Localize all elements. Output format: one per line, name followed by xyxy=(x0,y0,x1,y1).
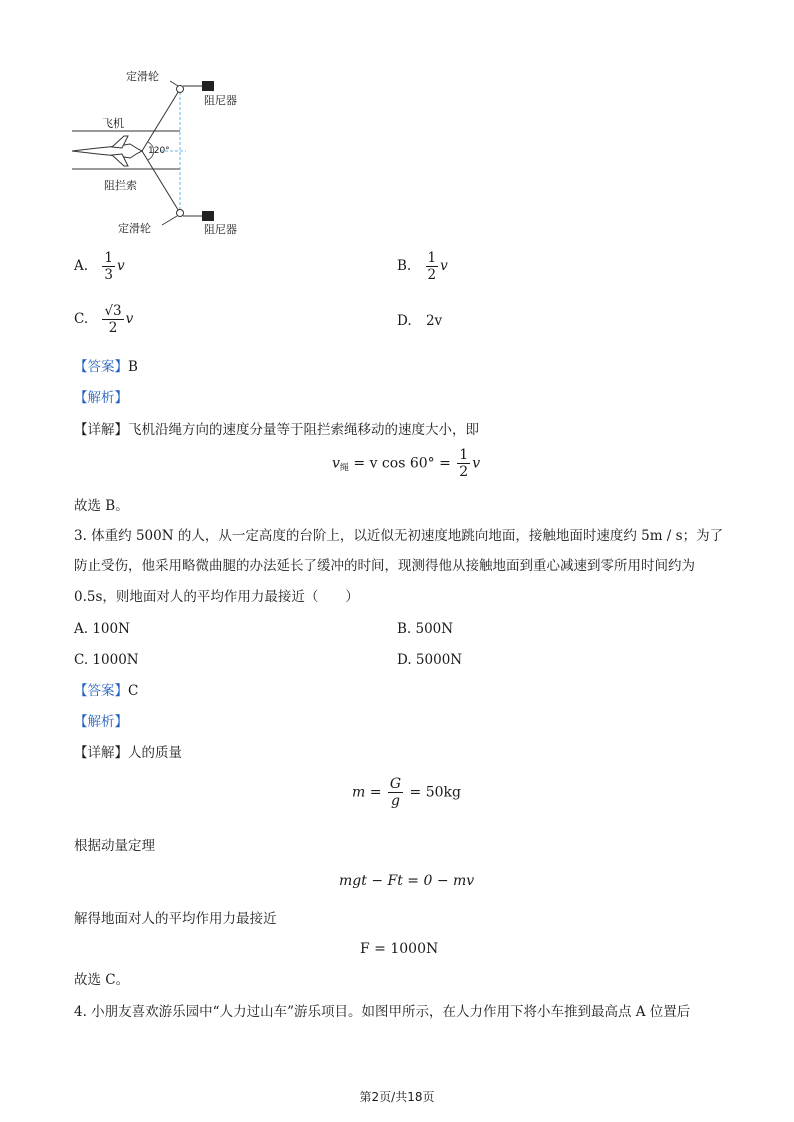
q3-stem-line2: 防止受伤，他采用略微曲腿的办法延长了缓冲的时间，现测得他从接触地面到重心减速到零所用时间约为 xyxy=(74,558,695,574)
q2-detail xyxy=(74,421,479,439)
fraction xyxy=(102,250,115,283)
formula-right: = 50kg xyxy=(405,784,461,801)
q3-formula-momentum: mgt − Ft = 0 − mv xyxy=(339,873,475,889)
frac-num: 1 xyxy=(427,250,437,266)
pulley-bottom xyxy=(177,210,184,217)
q3-option-b: B. 500N xyxy=(397,621,454,637)
q2-formula xyxy=(332,447,480,480)
var: v xyxy=(440,258,448,274)
q2-option-d xyxy=(397,312,442,330)
answer-value: B xyxy=(128,359,138,375)
pulley-top xyxy=(177,86,184,93)
var: v xyxy=(116,258,125,274)
formula-sub: 绳 xyxy=(339,463,349,474)
label-cable: 阻拦索 xyxy=(104,179,137,192)
damper-top xyxy=(202,81,214,91)
formula-mid: = v cos 60° = xyxy=(348,455,456,472)
q3-analysis-tag xyxy=(74,713,128,731)
q2-option-a xyxy=(74,250,125,283)
fraction xyxy=(457,447,470,480)
aircraft-arrest-diagram xyxy=(68,72,248,242)
frac-num: 1 xyxy=(459,447,469,463)
q3-detail xyxy=(74,744,182,762)
detail-tag: 【详解】 xyxy=(74,422,128,438)
q2-conclusion: 故选 B。 xyxy=(74,498,129,514)
answer-value: C xyxy=(128,683,139,699)
leader-pulley-bottom xyxy=(162,216,177,225)
q2-option-c xyxy=(74,303,133,336)
frac-num: 1 xyxy=(104,250,113,266)
q3-formula-force: F = 1000N xyxy=(360,941,439,957)
var: v xyxy=(125,311,134,327)
q3-option-a: A. 100N xyxy=(74,621,130,637)
damper-bottom xyxy=(202,211,214,221)
label-pulley-bottom: 定滑轮 xyxy=(118,222,151,235)
frac-den: 2 xyxy=(108,320,118,336)
q3-stem-line3: 0.5s，则地面对人的平均作用力最接近（ ） xyxy=(74,589,359,605)
frac-num: √3 xyxy=(104,303,122,319)
formula-var: v xyxy=(472,455,481,472)
answer-tag: 【答案】 xyxy=(74,683,128,699)
cable-lower xyxy=(142,151,180,213)
q3-formula-mass xyxy=(352,776,461,809)
page-footer: 第2页/共18页 xyxy=(359,1090,435,1104)
analysis-tag: 【解析】 xyxy=(74,390,128,406)
frac-den: g xyxy=(391,793,400,809)
option-text: 2v xyxy=(425,313,443,329)
frac-den: 2 xyxy=(459,464,469,480)
frac-den: 2 xyxy=(427,267,437,283)
detail-tag: 【详解】 xyxy=(74,745,128,761)
option-label: A. xyxy=(74,258,89,274)
fraction xyxy=(426,250,439,283)
q2-answer xyxy=(74,358,138,376)
q3-stem-line1: 3. 体重约 500N 的人，从一定高度的台阶上，以近似无初速度地跳向地面，接触地面时速度约 5m / s；为了 xyxy=(74,528,724,544)
fraction xyxy=(102,303,123,336)
q3-text-momentum: 根据动量定理 xyxy=(74,838,155,854)
label-damper-top: 阻尼器 xyxy=(204,94,237,107)
label-angle: 120° xyxy=(148,146,170,156)
label-pulley-top: 定滑轮 xyxy=(126,70,159,83)
q3-conclusion: 故选 C。 xyxy=(74,972,130,988)
q3-answer xyxy=(74,682,138,700)
cable-upper xyxy=(142,89,180,151)
q3-option-d: D. 5000N xyxy=(397,652,463,668)
detail-text: 飞机沿绳方向的速度分量等于阻拦索绳移动的速度大小，即 xyxy=(128,422,479,438)
fraction xyxy=(388,776,403,809)
q2-option-b xyxy=(397,250,448,283)
answer-tag: 【答案】 xyxy=(74,359,128,375)
detail-text: 人的质量 xyxy=(128,745,182,761)
q3-option-c: C. 1000N xyxy=(74,652,139,668)
option-label: D. xyxy=(397,313,412,329)
q3-text-solve: 解得地面对人的平均作用力最接近 xyxy=(74,911,277,927)
q2-analysis-tag xyxy=(74,389,128,407)
q4-stem-line1: 4. 小朋友喜欢游乐园中“人力过山车”游乐项目。如图甲所示，在人力作用下将小车推到最高点 A 位置后 xyxy=(74,1004,691,1020)
frac-den: 3 xyxy=(104,267,113,283)
analysis-tag: 【解析】 xyxy=(74,714,128,730)
option-label: C. xyxy=(74,311,89,327)
formula-left: m = xyxy=(352,784,386,801)
airplane-body xyxy=(72,144,142,158)
option-label: B. xyxy=(397,258,412,274)
label-plane: 飞机 xyxy=(102,117,124,130)
label-damper-bottom: 阻尼器 xyxy=(204,223,237,236)
frac-num: G xyxy=(389,776,402,792)
leader-pulley-top xyxy=(170,81,178,86)
formula-var: v xyxy=(332,455,340,472)
